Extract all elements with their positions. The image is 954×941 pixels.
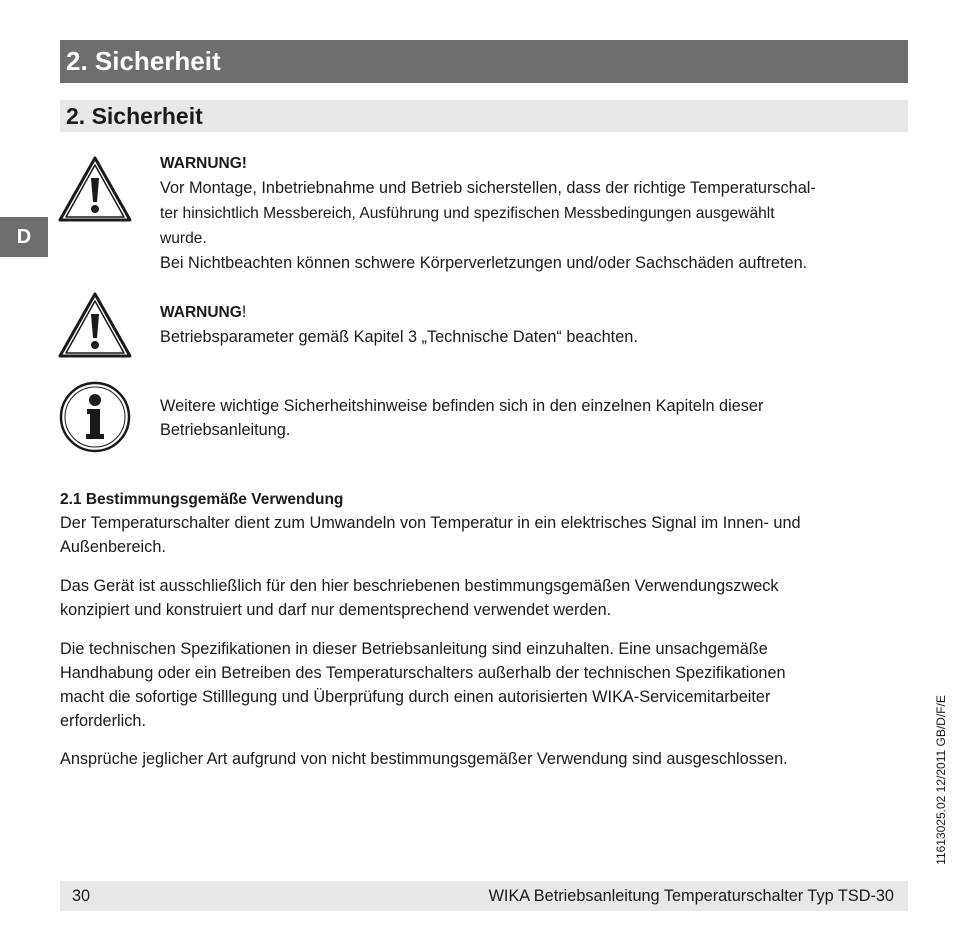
section-title: 2. Sicherheit <box>60 100 908 132</box>
section-heading: 2.1 Bestimmungsgemäße Verwendung <box>60 491 344 508</box>
paragraph <box>60 511 908 559</box>
warning-text-line: ter hinsichtlich Messbereich, Ausführung und spezifischen Messbedingungen ausgewählt <box>160 205 775 222</box>
paragraph-line: Die technischen Spezifikationen in dieser Betriebsanleitung sind einzuhalten. Eine unsachgemäße <box>60 640 768 658</box>
language-tab: D <box>0 217 48 257</box>
info-circle-icon <box>58 380 132 454</box>
paragraph-line: Das Gerät ist ausschließlich für den hier beschriebenen bestimmungsgemäßen Verwendungszweck <box>60 577 779 595</box>
warning-text-line: Vor Montage, Inbetriebnahme und Betrieb sicherstellen, dass der richtige Temperaturschal- <box>160 179 816 197</box>
warning-heading: WARNUNG <box>160 304 242 321</box>
paragraph-line: Ansprüche jeglicher Art aufgrund von nicht bestimmungsgemäßer Verwendung sind ausgeschlossen. <box>60 750 788 768</box>
warning-triangle-icon <box>58 156 132 222</box>
info-text-line: Weitere wichtige Sicherheitshinweise befinden sich in den einzelnen Kapiteln dieser <box>160 397 764 415</box>
warning-block-1 <box>160 151 908 276</box>
warning-heading: WARNUNG! <box>160 155 247 172</box>
warning-heading-suffix: ! <box>241 303 247 321</box>
info-text-line: Betriebsanleitung. <box>160 421 291 439</box>
warning-text-line: Betriebsparameter gemäß Kapitel 3 „Technische Daten“ beachten. <box>160 328 638 346</box>
document-code: 11613025.02 12/2011 GB/D/F/E <box>934 695 948 865</box>
page-number: 30 <box>72 887 91 905</box>
page-title: 2. Sicherheit <box>60 40 908 83</box>
paragraph-line: Handhabung oder ein Betreiben des Temperaturschalters außerhalb der technischen Spezifikationen <box>60 664 786 682</box>
warning-triangle-icon <box>58 292 132 358</box>
paragraph <box>60 637 908 733</box>
warning-block-2 <box>160 300 908 350</box>
warning-text-line: wurde. <box>160 230 207 247</box>
info-block <box>160 394 908 442</box>
paragraph-line: Außenbereich. <box>60 538 166 556</box>
paragraph-line: Der Temperaturschalter dient zum Umwandeln von Temperatur in ein elektrisches Signal im Innen- und <box>60 514 801 532</box>
paragraph-line: konzipiert und konstruiert und darf nur dementsprechend verwendet werden. <box>60 601 612 619</box>
paragraph <box>60 574 908 622</box>
paragraph-line: erforderlich. <box>60 712 146 730</box>
warning-text-line: Bei Nichtbeachten können schwere Körperverletzungen und/oder Sachschäden auftreten. <box>160 254 808 272</box>
paragraph-line: macht die sofortige Stilllegung und Überprüfung durch einen autorisierten WIKA-Servicemitarbeiter <box>60 688 771 706</box>
footer-doc-title: WIKA Betriebsanleitung Temperaturschalter Typ TSD-30 <box>488 887 894 905</box>
paragraph <box>60 747 908 771</box>
footer <box>60 881 908 911</box>
